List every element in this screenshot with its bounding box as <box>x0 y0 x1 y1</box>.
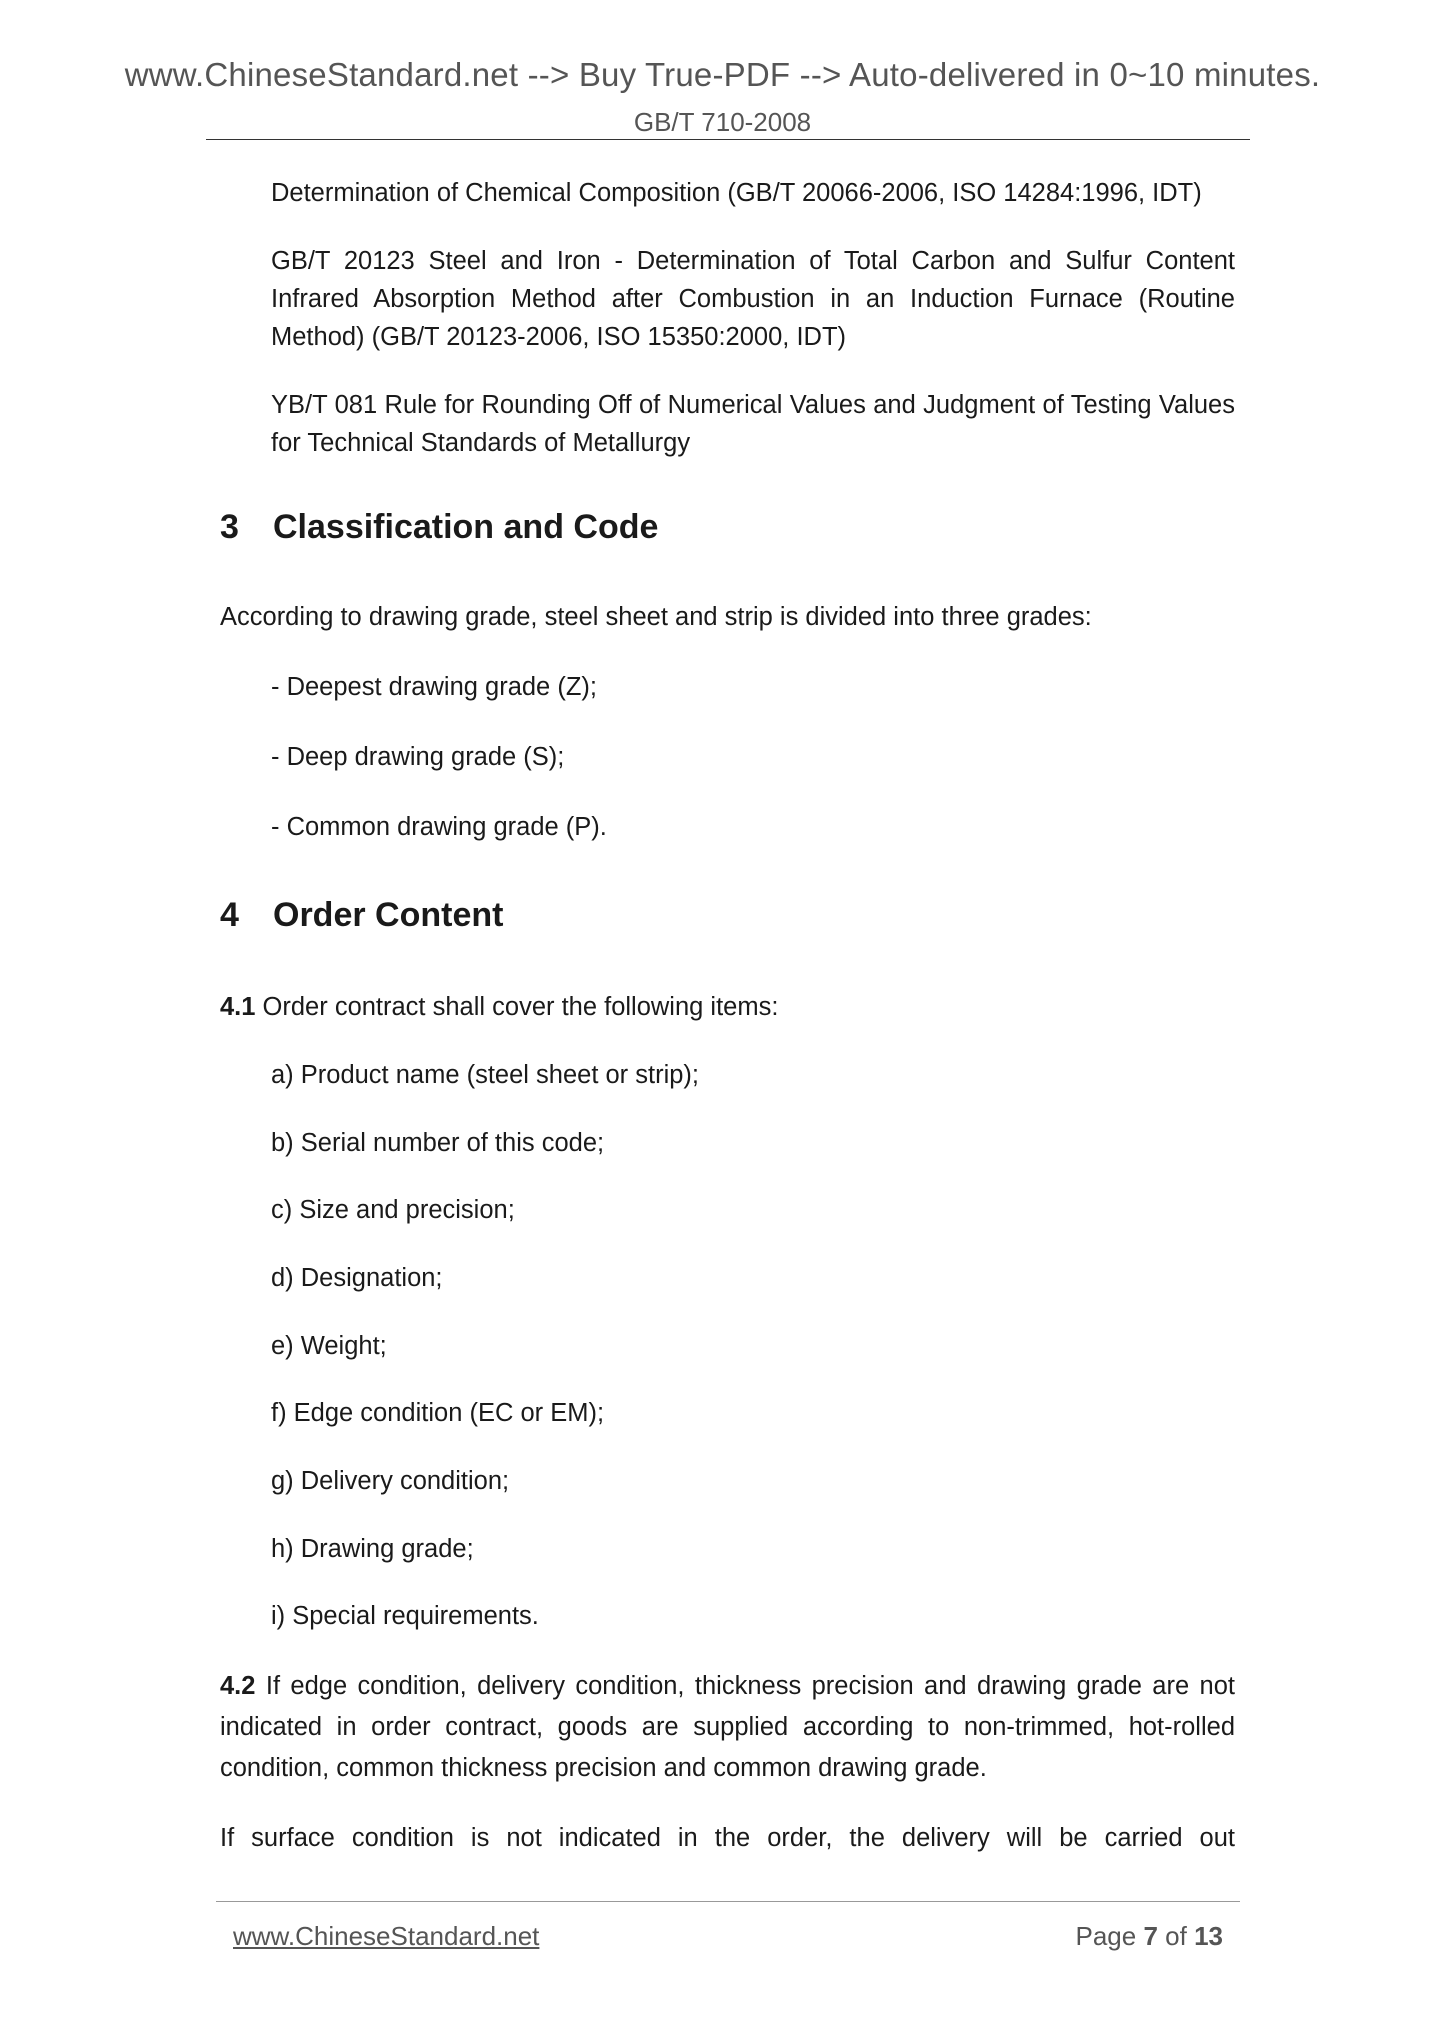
section-number: 3 <box>220 508 239 546</box>
list-item: - Deepest drawing grade (Z); <box>271 673 597 701</box>
section-number: 4 <box>220 896 239 934</box>
section-heading <box>220 896 503 935</box>
reference-entry: Determination of Chemical Composition (GB/T 20066-2006, ISO 14284:1996, IDT) <box>271 179 1202 207</box>
paragraph: According to drawing grade, steel sheet and strip is divided into three grades: <box>220 603 1092 631</box>
clause-number: 4.2 <box>220 1672 256 1700</box>
section-title: Classification and Code <box>273 508 659 546</box>
page-of: of <box>1165 1921 1187 1951</box>
document-code: GB/T 710-2008 <box>633 107 812 137</box>
clause-4-1 <box>220 988 1235 1026</box>
paragraph: If surface condition is not indicated in the order, the delivery will be carried out <box>220 1824 1235 1852</box>
page-current: 7 <box>1143 1921 1158 1951</box>
footer-divider <box>216 1901 1240 1902</box>
reference-entry: GB/T 20123 Steel and Iron - Determination of Total Carbon and Sulfur Content Infrared Absorption Method after Combustion in an Induction Furnace (Routine Method) (GB/T 20123-2006, ISO 15350:2000, IDT) <box>271 247 1235 351</box>
section-title: Order Content <box>273 896 504 934</box>
clause-text: If edge condition, delivery condition, thickness precision and drawing grade are not indicated in order contract, goods are supplied according to non-trimmed, hot-rolled condition, common thickness precision and common drawing grade. <box>220 1672 1235 1782</box>
list-item: g) Delivery condition; <box>271 1467 510 1495</box>
list-item: d) Designation; <box>271 1264 443 1292</box>
page-prefix: Page <box>1075 1921 1137 1951</box>
page-total: 13 <box>1194 1921 1223 1951</box>
footer-website-link[interactable]: www.ChineseStandard.net <box>233 1921 540 1951</box>
list-item: - Common drawing grade (P). <box>271 813 607 841</box>
list-item: e) Weight; <box>271 1332 387 1360</box>
list-item: c) Size and precision; <box>271 1196 515 1224</box>
clause-number: 4.1 <box>220 993 256 1021</box>
list-item: h) Drawing grade; <box>271 1535 474 1563</box>
section-heading <box>220 508 658 547</box>
header-divider <box>206 139 1250 140</box>
header-banner: www.ChineseStandard.net --> Buy True-PDF --> Auto-delivered in 0~10 minutes. <box>124 56 1321 93</box>
list-item: a) Product name (steel sheet or strip); <box>271 1061 700 1089</box>
reference-entry: YB/T 081 Rule for Rounding Off of Numerical Values and Judgment of Testing Values for Technical Standards of Metallurgy <box>271 391 1235 457</box>
clause-text: Order contract shall cover the following items: <box>262 993 779 1021</box>
list-item: i) Special requirements. <box>271 1602 539 1630</box>
clause-4-2 <box>220 1666 1235 1789</box>
list-item: - Deep drawing grade (S); <box>271 743 565 771</box>
list-item: b) Serial number of this code; <box>271 1129 605 1157</box>
list-item: f) Edge condition (EC or EM); <box>271 1399 605 1427</box>
page-indicator <box>1075 1921 1223 1952</box>
